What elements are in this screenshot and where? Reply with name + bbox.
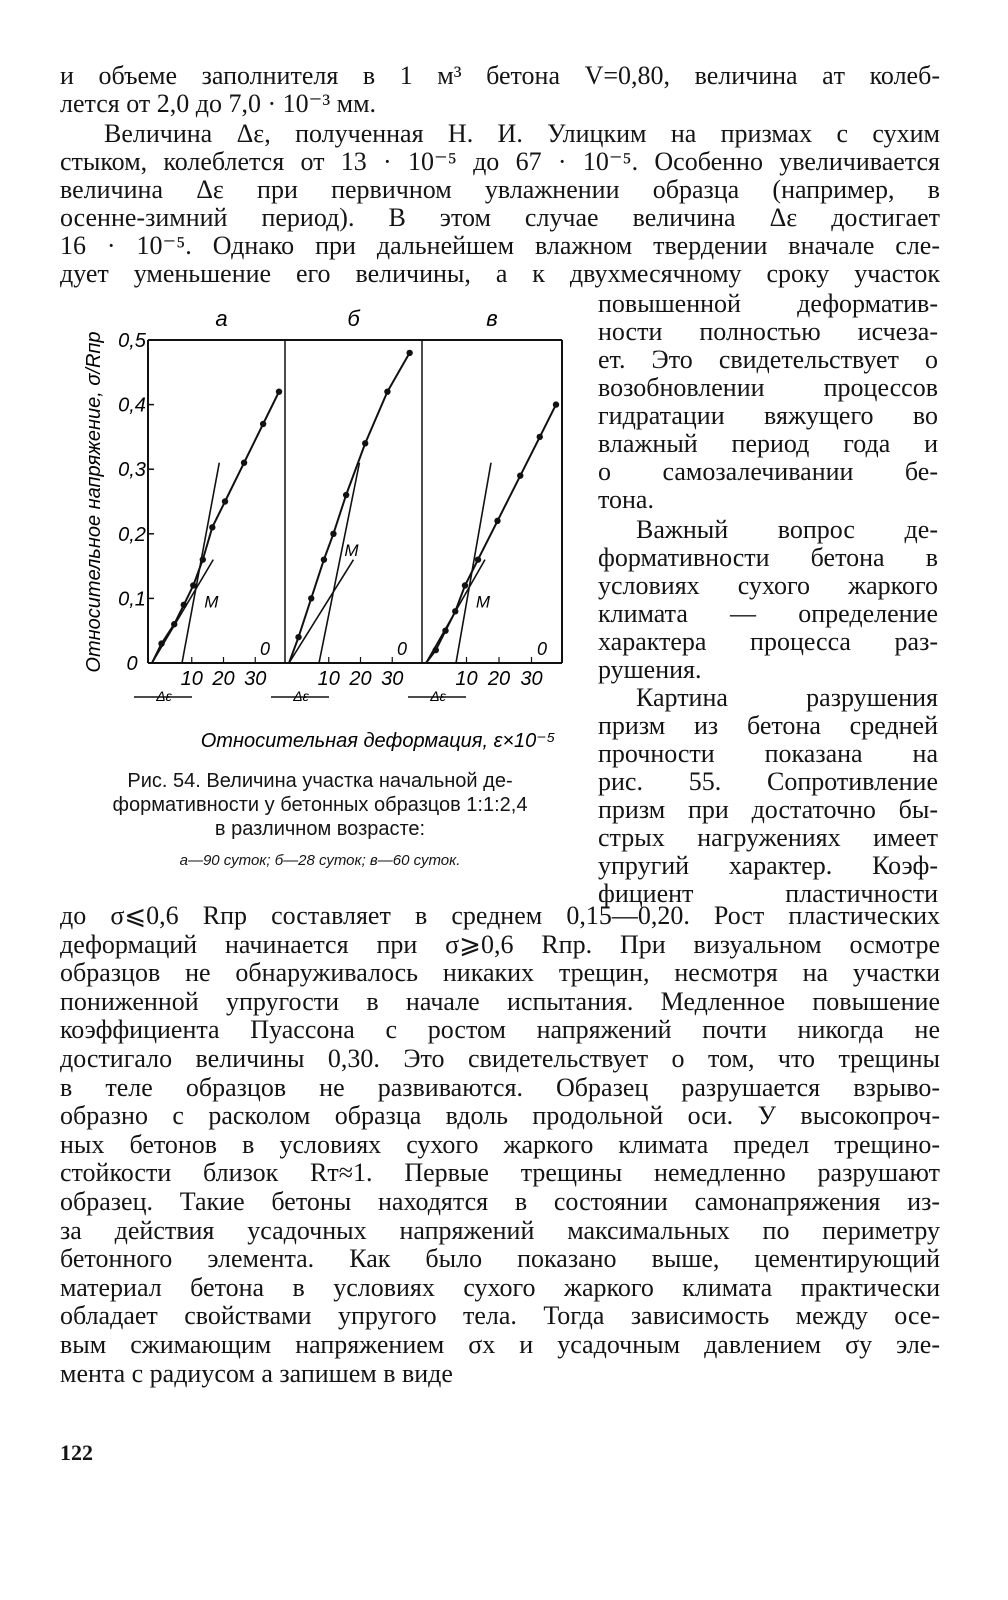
text-line: ных бетонов в условиях сухого жаркого климата предел трещино-: [60, 1129, 940, 1159]
data-point: [241, 460, 247, 466]
text-line: 16 · 10⁻⁵. Однако при дальнейшем влажном твердении вначале сле-: [60, 231, 940, 260]
text-line: климата — определение: [598, 599, 938, 628]
delta-epsilon-label: Δε: [293, 688, 309, 704]
y-tick-label: 0,4: [118, 394, 146, 417]
data-curve: [289, 353, 410, 663]
y-axis-label: Относительное напряжение, σ/Rпр: [83, 331, 105, 673]
text-line: стыком, колеблется от 13 · 10⁻⁵ до 67 · 10⁻⁵. Особенно увеличивается: [60, 147, 940, 176]
data-point: [462, 582, 468, 588]
data-point: [222, 498, 228, 504]
text-line: и объеме заполнителя в 1 м³ бетона V=0,80, величина aт колеб-: [60, 61, 940, 90]
text-line: коэффициента Пуассона с ростом напряжений почти никогда не: [60, 1015, 940, 1045]
x-axis-label: Относительная деформация, ε×10⁻⁵: [200, 730, 556, 752]
x-tick-label: 30: [381, 668, 404, 690]
zero-label: 0: [259, 639, 271, 659]
data-point: [343, 492, 349, 498]
text-line: о самозалечивании бе-: [598, 457, 938, 486]
text-line: ности полностью исчеза-: [598, 317, 938, 346]
text-line: дует уменьшение его величины, а к двухмесячному сроку участок: [60, 259, 940, 288]
x-tick-label: 30: [520, 668, 543, 690]
figure-54: [78, 290, 578, 760]
tangent-line: [182, 463, 219, 663]
zero-label: 0: [396, 639, 408, 659]
text-line: вым сжимающим напряжением σx и усадочным давлением σy эле-: [60, 1330, 940, 1359]
y-tick-label: 0,3: [118, 459, 146, 482]
data-point: [260, 421, 266, 427]
data-point: [494, 518, 500, 524]
data-point: [295, 634, 301, 640]
text-line: тона.: [598, 485, 654, 514]
data-point: [362, 440, 368, 446]
data-point: [406, 350, 412, 356]
data-point: [321, 556, 327, 562]
text-line: повышенной деформатив-: [598, 289, 938, 318]
text-line: достигало величины 0,30. Это свидетельствует о том, что трещины: [60, 1044, 940, 1073]
text-line: фициент пластичности: [598, 879, 938, 908]
data-point: [384, 388, 390, 394]
text-line: материал бетона в условиях сухого жаркого климата практически: [60, 1272, 940, 1302]
text-line: лется от 2,0 до 7,0 · 10⁻³ мм.: [60, 89, 377, 118]
y-tick-label: 0,5: [118, 330, 146, 352]
text-line: в теле образцов не развиваются. Образец разрушается взрыво-: [60, 1072, 940, 1102]
panel-title: а: [215, 306, 228, 331]
initial-line: [289, 560, 353, 663]
text-line: до σ⩽0,6 Rпр составляет в среднем 0,15—0,20. Рост пластических: [60, 901, 940, 930]
x-tick-label: 20: [212, 668, 235, 690]
tangent-line: [456, 463, 491, 663]
text-line: ет. Это свидетельствует о: [598, 345, 938, 374]
text-line: образно с расколом образца вдоль продольной оси. У высокопроч-: [60, 1101, 940, 1131]
data-point: [553, 401, 559, 407]
figure-caption-line: формативности у бетонных образцов 1:1:2,4: [112, 794, 528, 816]
text-line: призм при достаточно бы-: [598, 795, 938, 824]
point-m-label: M: [204, 592, 219, 612]
text-line: упругий характер. Коэф-: [598, 851, 938, 880]
text-line: прочности показана на: [598, 739, 938, 768]
text-line: влажный период года и: [598, 429, 938, 458]
text-line: призм из бетона средней: [598, 711, 938, 740]
text-line: величина Δε при первичном увлажнении образца (например, в: [60, 175, 940, 204]
text-line: характера процесса раз-: [598, 627, 938, 656]
tangent-line: [319, 463, 359, 663]
text-line: стойкости близок Rт≈1. Первые трещины немедленно разрушают: [60, 1158, 940, 1188]
x-tick-label: 10: [317, 668, 340, 690]
data-point: [209, 524, 215, 530]
x-tick-label: 30: [244, 668, 267, 690]
text-line: мента с радиусом a запишем в виде: [60, 1358, 453, 1388]
text-line: рис. 55. Сопротивление: [598, 767, 938, 796]
data-point: [517, 472, 523, 478]
text-line: обладает свойствами упругого тела. Тогда зависимость между осе-: [60, 1301, 940, 1331]
y-tick-label: 0,2: [118, 523, 146, 546]
text-line: Величина Δε, полученная Н. И. Улицким на призмах с сухим: [104, 119, 940, 148]
delta-epsilon-label: Δε: [430, 688, 446, 704]
text-line: гидратации вяжущего во: [598, 401, 938, 430]
figure-legend: а—90 суток; б—28 суток; в—60 суток.: [179, 852, 461, 869]
point-m-label: M: [344, 540, 359, 560]
text-line: бетонного элемента. Как было показано выше, цементирующий: [60, 1244, 940, 1274]
text-line: стрых нагружениях имеет: [598, 823, 938, 852]
x-tick-label: 10: [455, 668, 478, 690]
data-point: [308, 595, 314, 601]
data-point: [537, 434, 543, 440]
text-line: Важный вопрос де-: [636, 515, 938, 544]
text-line: рушения.: [598, 655, 702, 684]
panel-title: в: [486, 306, 498, 331]
data-curve: [426, 405, 556, 663]
y-tick-label: 0,1: [118, 588, 146, 611]
text-line: возобновлении процессов: [598, 373, 938, 402]
x-tick-label: 20: [349, 668, 372, 690]
figure-caption-line: в различном возрасте:: [214, 818, 426, 840]
text-line: за действия усадочных напряжений максимальных по периметру: [60, 1215, 940, 1245]
x-tick-label: 10: [180, 668, 203, 690]
text-line: деформаций начинается при σ⩾0,6 Rпр. При визуальном осмотре: [60, 929, 940, 959]
point-m-label: M: [475, 592, 491, 612]
text-line: пониженной упругости в начале испытания. Медленное повышение: [60, 986, 940, 1016]
text-line: образцов не обнаруживалось никаких трещин, несмотря на участки: [60, 958, 940, 988]
page-number: 122: [60, 1440, 93, 1465]
data-point: [276, 388, 282, 394]
x-tick-label: 20: [487, 668, 511, 690]
text-line: формативности бетона в: [598, 543, 938, 572]
y-tick-label: 0: [126, 653, 138, 675]
delta-epsilon-label: Δε: [156, 688, 172, 704]
data-point: [475, 556, 481, 562]
text-line: осенне-зимний период). В этом случае величина Δε достигает: [60, 203, 940, 232]
text-line: условиях сухого жаркого: [598, 571, 938, 600]
figure-caption-line: Рис. 54. Величина участка начальной де-: [127, 770, 513, 792]
zero-label: 0: [536, 639, 548, 659]
data-point: [330, 531, 336, 537]
panel-title: б: [347, 306, 360, 331]
text-line: Картина разрушения: [636, 683, 938, 712]
text-line: образец. Такие бетоны находятся в состоянии самонапряжения из-: [60, 1187, 940, 1216]
